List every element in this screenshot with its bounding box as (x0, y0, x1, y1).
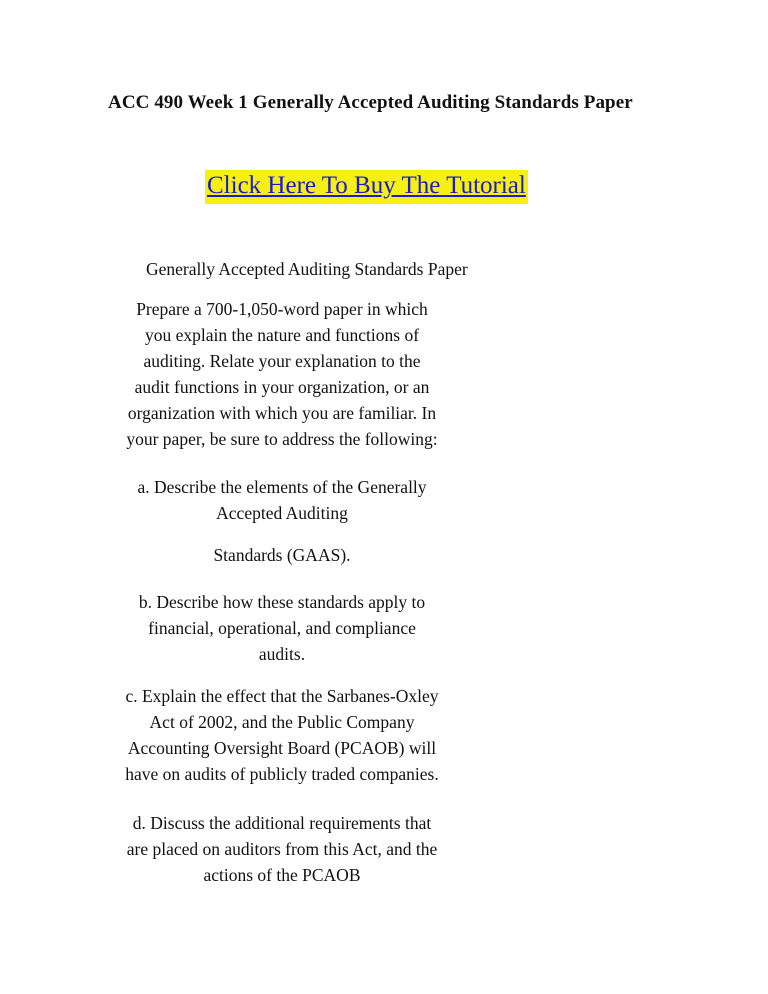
item-b-line: financial, operational, and compliance (148, 618, 416, 638)
item-a-line: Accepted Auditing (216, 503, 348, 523)
item-a-continuation (100, 542, 464, 568)
item-d-line: d. Discuss the additional requirements that (132, 813, 432, 833)
item-c-line: c. Explain the effect that the Sarbanes-Oxley (125, 686, 439, 706)
document-title: ACC 490 Week 1 Generally Accepted Auditing Standards Paper (108, 92, 633, 113)
item-b-line: b. Describe how these standards apply to (138, 592, 426, 612)
intro-line: auditing. Relate your explanation to the (143, 351, 421, 371)
item-a (100, 474, 464, 526)
intro-line: Prepare a 700-1,050-word paper in which (136, 299, 428, 319)
paper-subtitle: Generally Accepted Auditing Standards Paper (146, 259, 468, 279)
intro-line: organization with which you are familiar. In (127, 403, 437, 423)
buy-tutorial-link[interactable]: Click Here To Buy The Tutorial (205, 170, 528, 204)
intro-line: audit functions in your organization, or an (134, 377, 430, 397)
item-d (100, 810, 464, 888)
item-c (100, 683, 464, 787)
intro-line: your paper, be sure to address the following: (126, 429, 438, 449)
item-c-line: Act of 2002, and the Public Company (149, 712, 415, 732)
intro-paragraph (100, 296, 464, 452)
item-c-line: have on audits of publicly traded companies. (125, 764, 439, 784)
intro-line: you explain the nature and functions of (144, 325, 420, 345)
item-b-line: audits. (258, 644, 306, 664)
item-a-line: a. Describe the elements of the Generally (137, 477, 427, 497)
item-d-line: are placed on auditors from this Act, and the (126, 839, 438, 859)
item-b (100, 589, 464, 667)
item-a-cont-line: Standards (GAAS). (213, 545, 351, 565)
item-d-line: actions of the PCAOB (203, 865, 361, 885)
item-c-line: Accounting Oversight Board (PCAOB) will (127, 738, 437, 758)
